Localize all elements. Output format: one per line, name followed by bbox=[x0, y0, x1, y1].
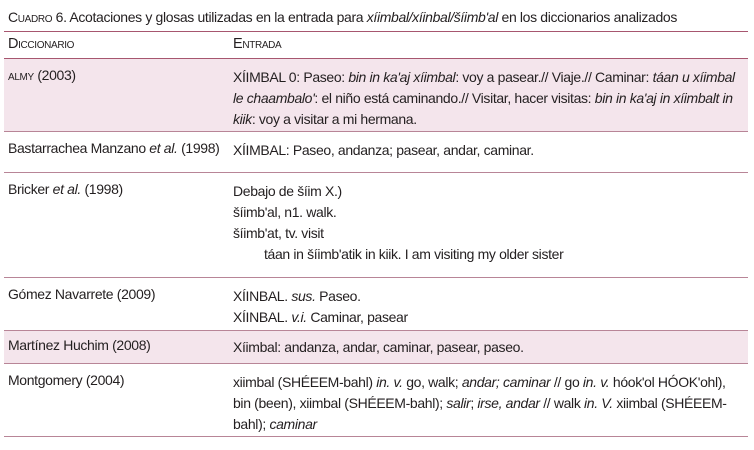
caption-tail: en los diccionarios analizados bbox=[497, 9, 678, 25]
table-row-almy bbox=[4, 59, 748, 132]
caption-label: Cuadro 6. bbox=[8, 9, 67, 25]
entry-almy bbox=[233, 67, 743, 130]
text-segment: : voy a pasear.// Viaje.// Caminar: bbox=[455, 69, 653, 85]
table-row-montgomery bbox=[4, 364, 748, 437]
source-bastarrachea: Bastarrachea Manzano et al. (1998) bbox=[8, 140, 220, 156]
text-segment: xiimbal (SHÉEEM-bahl) bbox=[233, 374, 377, 390]
text-segment: ; bbox=[470, 395, 478, 411]
source-bricker: Bricker et al. (1998) bbox=[8, 181, 123, 197]
source-gomez: Gómez Navarrete (2009) bbox=[8, 286, 156, 302]
text-segment: : voy a visitar a mi hermana. bbox=[251, 111, 417, 127]
italic-segment: andar; caminar bbox=[461, 374, 551, 390]
italic-segment: caminar bbox=[269, 416, 317, 432]
italic-segment: bin in ka'aj xíimbal bbox=[348, 69, 456, 85]
text-segment: XÍIMBAL 0: Paseo: bbox=[233, 69, 349, 85]
italic-segment: salir bbox=[446, 395, 471, 411]
italic-segment: irse, andar bbox=[477, 395, 540, 411]
text-segment: hóok'ol HÓOK'ohl), bin (been), xiimbal (SHÉEEM-bahl); bbox=[233, 374, 726, 411]
italic-segment: táan u xíimbal le chaambalo' bbox=[233, 69, 735, 106]
table-row-bastarrachea bbox=[4, 132, 748, 173]
italic-segment: in. v. bbox=[582, 374, 610, 390]
source-montgomery: Montgomery (2004) bbox=[8, 372, 125, 388]
table-caption bbox=[8, 8, 752, 26]
entry-martinez: Xíimbal: andanza, andar, caminar, pasear, paseo. bbox=[233, 339, 524, 355]
entry-line: šíimb'at, tv. visit bbox=[233, 225, 324, 241]
italic-segment: bin in ka'aj in xíimbalt in kiik bbox=[233, 90, 733, 127]
source-martinez: Martínez Huchim (2008) bbox=[8, 337, 151, 353]
caption-text: Acotaciones y glosas utilizadas en la entrada para bbox=[66, 9, 367, 25]
entry-line: šíimb'al, n1. walk. bbox=[233, 204, 337, 220]
text-segment: go, walk; bbox=[402, 374, 462, 390]
dictionary-table bbox=[4, 31, 748, 437]
table-row-martinez bbox=[4, 331, 748, 364]
table-header bbox=[4, 32, 748, 59]
table-row-gomez bbox=[4, 278, 748, 331]
entry-montgomery bbox=[233, 372, 743, 435]
entry-line: XÍINBAL. v.i. Caminar, pasear bbox=[233, 309, 408, 325]
entry-line: Debajo de šíim X.) bbox=[233, 183, 342, 199]
text-segment: xiimbal (SHÉEEM-bahl); bbox=[233, 395, 727, 432]
entry-line: táan in šíimb'atik in kiik. I am visiting my older sister bbox=[264, 246, 564, 262]
entry-bricker bbox=[233, 181, 743, 265]
header-diccionario: Diccionario bbox=[8, 36, 75, 52]
header-entrada: Entrada bbox=[233, 36, 282, 52]
entry-gomez bbox=[233, 286, 743, 328]
text-segment: // go bbox=[550, 374, 583, 390]
italic-segment: in. V. bbox=[584, 395, 613, 411]
entry-line: XÍINBAL. sus. Paseo. bbox=[233, 288, 361, 304]
caption-forms: xíimbal/xíinbal/šíimb'al bbox=[366, 9, 498, 25]
text-segment: : el niño está caminando.// Visitar, hacer visitas: bbox=[314, 90, 595, 106]
text-segment: // walk bbox=[539, 395, 585, 411]
italic-segment: in. v. bbox=[376, 374, 403, 390]
entry-bastarrachea: XÍIMBAL: Paseo, andanza; pasear, andar, caminar. bbox=[233, 142, 534, 158]
source-almy: almy (2003) bbox=[8, 67, 76, 83]
table-row-bricker bbox=[4, 173, 748, 278]
